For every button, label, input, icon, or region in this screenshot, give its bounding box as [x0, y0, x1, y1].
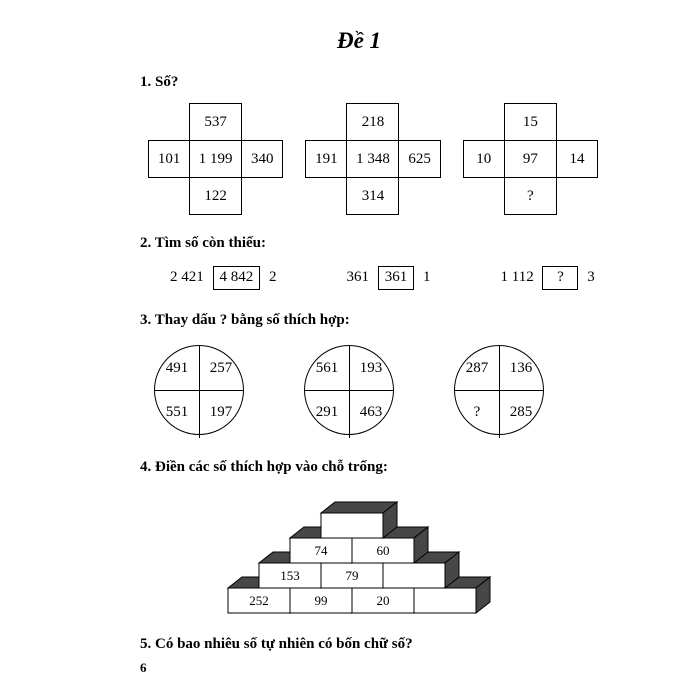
empty-cell [399, 178, 440, 215]
quadrant-bottom-left: 291 [315, 403, 339, 420]
boxed-number: ? [542, 266, 578, 290]
brick-value: 60 [376, 543, 390, 558]
cross-bottom-cell: ? [504, 178, 556, 215]
section1-heading: 1. Số? [140, 74, 179, 90]
empty-cell [242, 178, 283, 215]
cross-bottom-cell: 314 [347, 178, 399, 215]
section4-heading: 4. Điền các số thích hợp vào chỗ trống: [140, 459, 388, 475]
item-before-text: 1 112 [500, 269, 534, 285]
item-after-text: 2 [269, 269, 277, 285]
brick-value: 20 [376, 593, 390, 608]
empty-cell [306, 104, 347, 141]
cross-right-cell: 14 [556, 141, 597, 178]
item-before-text: 2 421 [170, 269, 204, 285]
empty-cell [463, 104, 504, 141]
number-cross-2 [305, 103, 440, 215]
quadrant-top-right: 257 [209, 359, 233, 376]
missing-number-item-3 [501, 266, 595, 290]
cross-top-cell: 537 [190, 104, 242, 141]
cross-puzzle-row [148, 103, 598, 215]
number-cross-1 [148, 103, 283, 215]
quadrant-bottom-left: 551 [165, 403, 189, 420]
cross-center-cell: 97 [504, 141, 556, 178]
number-cross-3 [463, 103, 598, 215]
empty-cell [463, 178, 504, 215]
quadrant-top-right: 193 [359, 359, 383, 376]
empty-cell [399, 104, 440, 141]
circle-vertical-divider [499, 346, 500, 438]
brick-value: 153 [280, 568, 300, 583]
quadrant-circle-3 [454, 345, 544, 435]
pyramid-brick [321, 502, 397, 538]
missing-number-item-1 [170, 266, 277, 290]
cross-left-cell: 191 [306, 141, 347, 178]
circle-horizontal-divider [155, 390, 243, 391]
quadrant-circle-2 [304, 345, 394, 435]
cross-top-cell: 15 [504, 104, 556, 141]
empty-cell [556, 104, 597, 141]
cross-bottom-cell: 122 [190, 178, 242, 215]
circle-horizontal-divider [305, 390, 393, 391]
brick-value: 79 [345, 568, 359, 583]
cross-left-cell: 10 [463, 141, 504, 178]
section3-heading: 3. Thay dấu ? bằng số thích hợp: [140, 312, 350, 328]
empty-cell [149, 178, 190, 215]
quadrant-circle-1 [154, 345, 244, 435]
boxed-number: 361 [378, 266, 415, 290]
cross-center-cell: 1 348 [347, 141, 399, 178]
quadrant-circle-row [154, 345, 598, 435]
quadrant-bottom-right: 285 [509, 403, 533, 420]
brick-value: 99 [314, 593, 328, 608]
brick-value: 252 [249, 593, 269, 608]
circle-vertical-divider [349, 346, 350, 438]
cross-right-cell: 625 [399, 141, 440, 178]
quadrant-bottom-left: ? [473, 403, 481, 420]
item-after-text: 3 [587, 269, 595, 285]
brick-pyramid [216, 484, 598, 622]
brick-pyramid-drawing [216, 484, 494, 617]
missing-number-item-2 [347, 266, 431, 290]
empty-cell [556, 178, 597, 215]
quadrant-bottom-right: 197 [209, 403, 233, 420]
brick-value: 74 [314, 543, 328, 558]
quadrant-top-right: 136 [509, 359, 533, 376]
empty-cell [306, 178, 347, 215]
quadrant-top-left: 287 [465, 359, 489, 376]
section2-heading: 2. Tìm số còn thiếu: [140, 235, 266, 251]
cross-right-cell: 340 [242, 141, 283, 178]
circle-horizontal-divider [455, 390, 543, 391]
section5-heading: 5. Có bao nhiêu số tự nhiên có bốn chữ số? [140, 636, 413, 652]
quadrant-top-left: 561 [315, 359, 339, 376]
circle-vertical-divider [199, 346, 200, 438]
page-title: Đề 1 [336, 28, 382, 53]
quadrant-top-left: 491 [165, 359, 189, 376]
page-number: 6 [140, 660, 147, 675]
quadrant-bottom-right: 463 [359, 403, 383, 420]
empty-cell [242, 104, 283, 141]
cross-center-cell: 1 199 [190, 141, 242, 178]
item-after-text: 1 [423, 269, 431, 285]
missing-number-row [170, 266, 598, 290]
cross-left-cell: 101 [149, 141, 190, 178]
cross-top-cell: 218 [347, 104, 399, 141]
boxed-number: 4 842 [213, 266, 261, 290]
empty-cell [149, 104, 190, 141]
item-before-text: 361 [346, 269, 369, 285]
